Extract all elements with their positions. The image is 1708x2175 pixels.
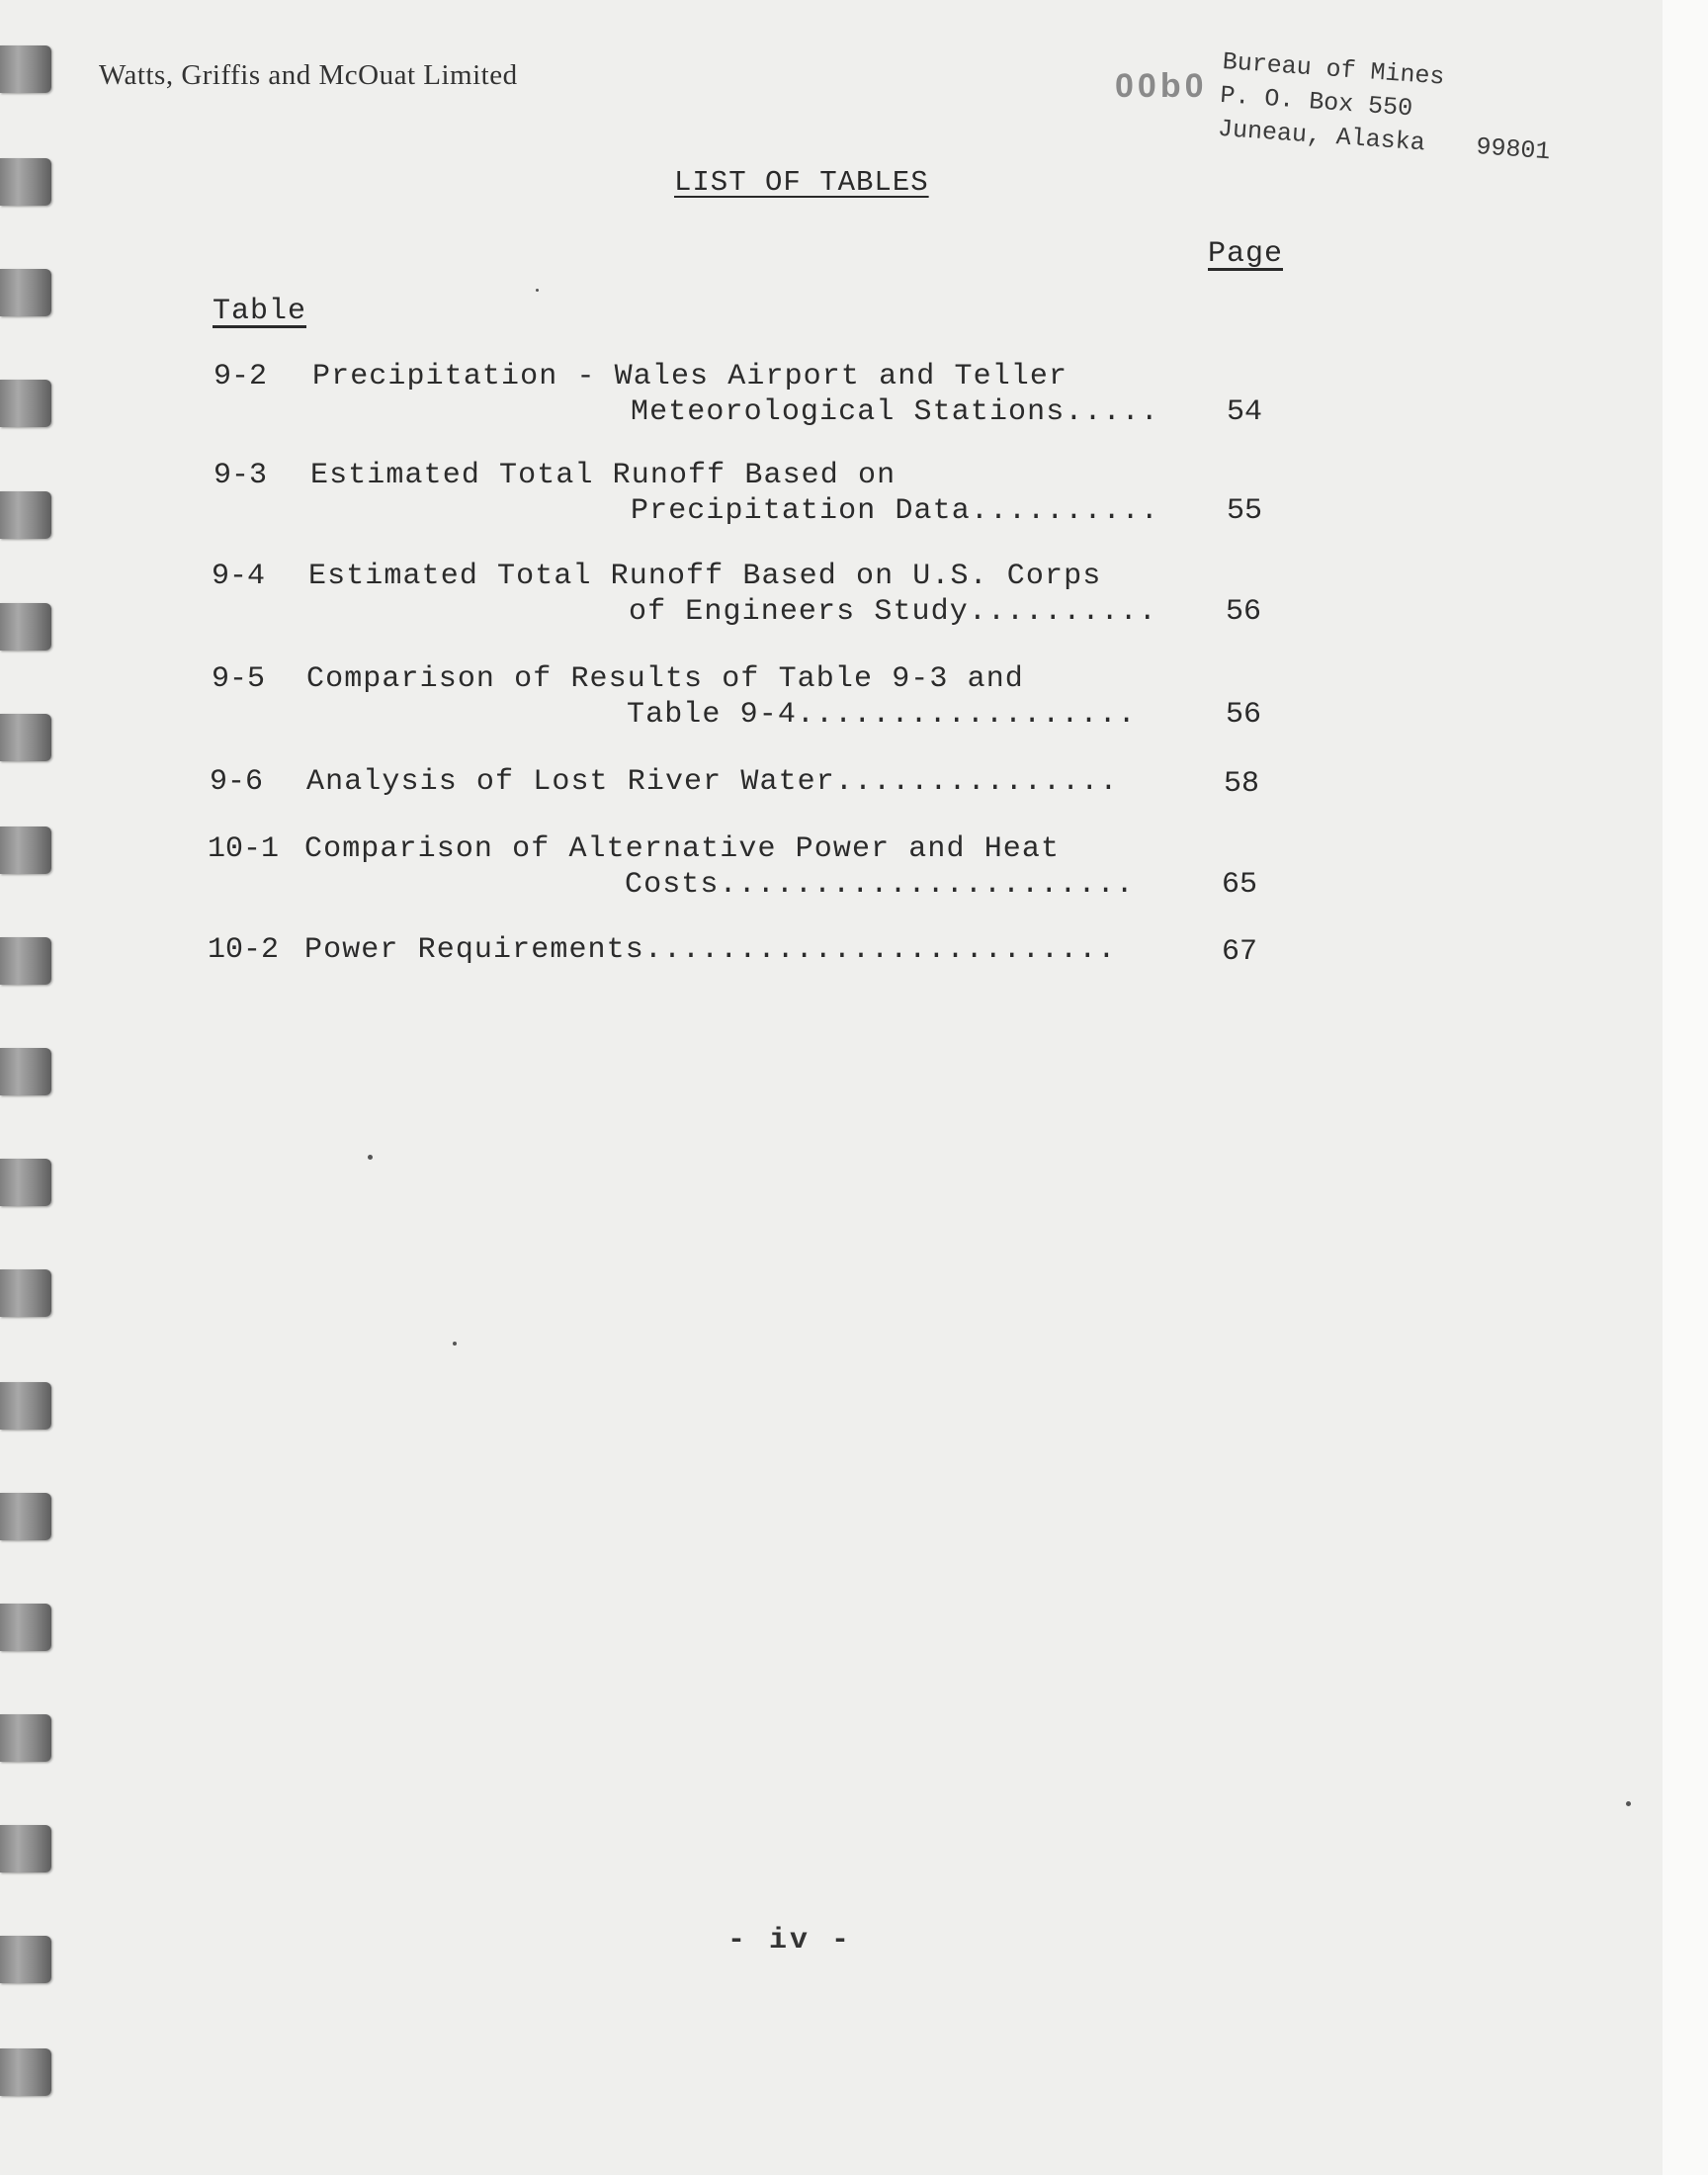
toc-entry-page: 54: [1227, 395, 1263, 429]
toc-entry-page: 56: [1226, 595, 1262, 629]
binding-ring: [0, 1936, 51, 1983]
page-title: LIST OF TABLES: [674, 166, 929, 199]
toc-entry: [208, 765, 1295, 801]
toc-entry: [208, 832, 1295, 902]
toc-entry-title-line1: Comparison of Alternative Power and Heat: [304, 832, 1061, 866]
table-column-header: Table: [213, 295, 307, 328]
page-number: - iv -: [727, 1924, 853, 1958]
stamp-line-1: Bureau of Mines: [1221, 46, 1446, 92]
binding-ring: [0, 1159, 51, 1206]
binding-ring: [0, 1825, 51, 1872]
toc-entry-number: 9-5: [212, 662, 266, 696]
binding-ring: [0, 937, 51, 985]
toc-entry-title-line1: Precipitation - Wales Airport and Teller: [312, 360, 1068, 393]
binding-ring: [0, 1714, 51, 1762]
toc-entry-page: 55: [1227, 494, 1263, 528]
toc-entry: [208, 933, 1295, 969]
binding-ring: [0, 826, 51, 874]
toc-entry-page: 58: [1224, 767, 1260, 801]
toc-entry-title-line2: Costs......................: [625, 868, 1135, 902]
scan-speck: [1626, 1801, 1631, 1806]
toc-entry: [208, 360, 1295, 429]
toc-entry-number: 9-3: [214, 459, 268, 492]
toc-entry-number: 10-2: [208, 933, 280, 967]
binding-ring: [0, 714, 51, 761]
binding-ring: [0, 45, 51, 93]
stamp-line-3: Juneau, Alaska: [1217, 114, 1426, 158]
letterhead: Watts, Griffis and McOuat Limited: [99, 59, 518, 91]
binding-ring: [0, 380, 51, 427]
page-edge: [1663, 0, 1708, 2175]
page-column-header: Page: [1208, 237, 1284, 271]
toc-entry-page: 65: [1222, 868, 1258, 902]
toc-entry: [208, 459, 1295, 528]
scan-speck: [536, 289, 539, 292]
binding-ring: [0, 1604, 51, 1651]
toc-entry-title-line1: Analysis of Lost River Water...............: [306, 765, 1119, 799]
scan-speck: [453, 1342, 457, 1346]
toc-entry-title-line2: Precipitation Data..........: [631, 494, 1159, 528]
binding-ring: [0, 1493, 51, 1540]
address-stamp: [1214, 45, 1580, 218]
toc-entry-title-line1: Estimated Total Runoff Based on U.S. Corps: [308, 560, 1102, 593]
table-of-contents: [208, 360, 1295, 969]
toc-entry-number: 9-2: [214, 360, 268, 393]
spiral-binding: [0, 0, 59, 2175]
toc-entry-number: 10-1: [208, 832, 280, 866]
binding-ring: [0, 491, 51, 539]
toc-entry: [208, 560, 1295, 629]
scan-speck: [368, 1155, 373, 1160]
binding-ring: [0, 1048, 51, 1095]
binding-ring: [0, 269, 51, 316]
binding-ring: [0, 603, 51, 651]
binding-ring: [0, 2048, 51, 2096]
toc-entry-title-line2: of Engineers Study..........: [629, 595, 1157, 629]
binding-ring: [0, 1269, 51, 1317]
toc-entry-title-line2: Meteorological Stations.....: [631, 395, 1159, 429]
toc-entry-number: 9-4: [212, 560, 266, 593]
toc-entry-page: 56: [1226, 698, 1262, 732]
toc-entry-number: 9-6: [210, 765, 264, 799]
toc-entry: [208, 662, 1295, 732]
toc-entry-title-line2: Table 9-4..................: [627, 698, 1137, 732]
stamp-line-2: P. O. Box 550: [1219, 80, 1414, 124]
toc-entry-title-line1: Comparison of Results of Table 9-3 and: [306, 662, 1024, 696]
document-number: 00b0: [1115, 67, 1208, 105]
binding-ring: [0, 1382, 51, 1430]
toc-entry-page: 67: [1222, 935, 1258, 969]
binding-ring: [0, 158, 51, 206]
toc-entry-title-line1: Power Requirements.........................: [304, 933, 1117, 967]
stamp-zip: 99801: [1475, 132, 1552, 167]
toc-entry-title-line1: Estimated Total Runoff Based on: [310, 459, 897, 492]
